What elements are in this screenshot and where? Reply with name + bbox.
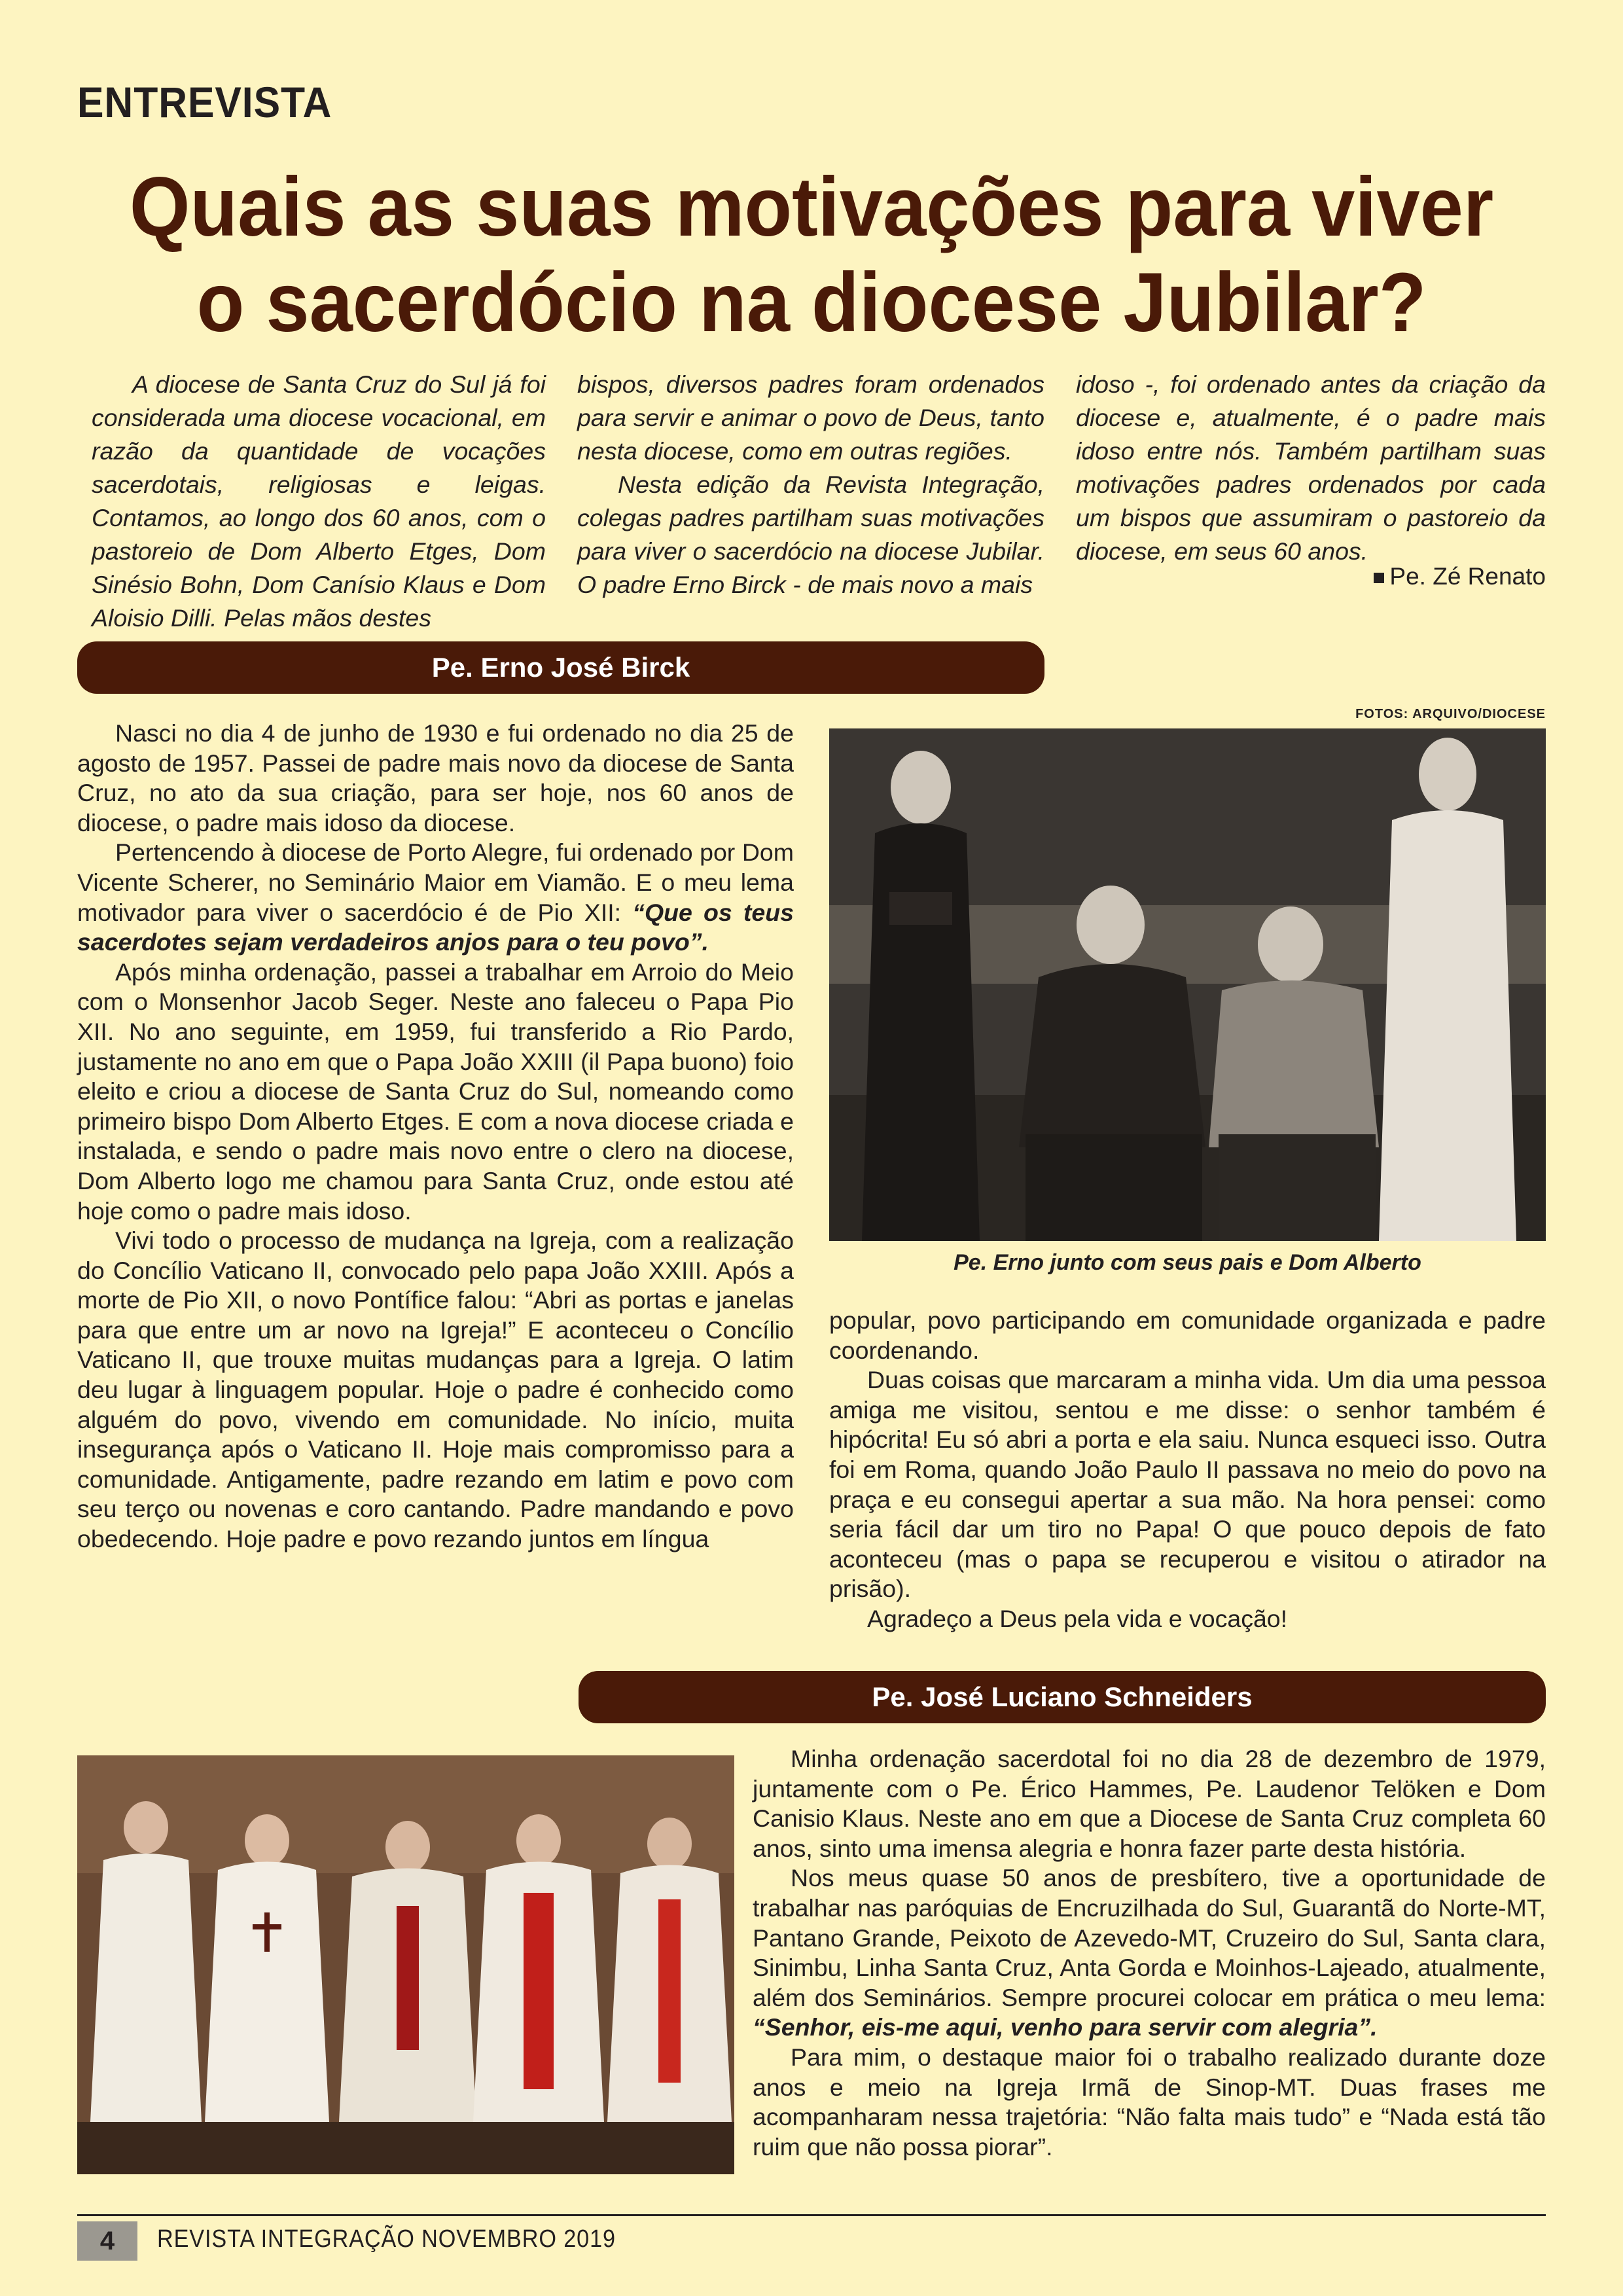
body-paragraph [753, 1863, 1546, 2043]
title-line-2: o sacerdócio na diocese Jubilar? [196, 256, 1427, 350]
intro-paragraph: idoso -, foi ordenado antes da criação da diocese e, atualmente, é o padre mais idoso entre nós. Também partilham suas motivações padres ordenados por cada um bispos que assumiram o pastoreio da diocese, em seus 60 anos. [1076, 370, 1546, 565]
byline-author: Pe. Zé Renato [1389, 563, 1546, 590]
body-paragraph: Nasci no dia 4 de junho de 1930 e fui ordenado no dia 25 de agosto de 1957. Passei de padre mais novo da diocese de Santa Cruz, no ato da sua criação, para ser hoje, nos 60 anos de diocese, o padre mais idoso da diocese. [77, 719, 794, 836]
section1-left-column [77, 719, 794, 1554]
body-text: Nos meus quase 50 anos de presbítero, tive a oportunidade de trabalhar nas paróquias de Encruzilhada do Sul, Guarantã do Norte-MT, Pantano Grande, Peixoto de Azevedo-MT, Cruzeiro do Sul, Santa clara, Sinimbu, Linha Santa Cruz, Anta Gorda e Moinhos-Lajeado, atualmente, além dos Seminários. Sempre procurei colocar em prática o meu lema: [753, 1864, 1546, 2011]
section-bar-title: Pe. José Luciano Schneiders [872, 1681, 1253, 1712]
motto-quote: “Senhor, eis-me aqui, venho para servir com alegria”. [753, 2013, 1378, 2041]
motto-quote: “Que os teus sacerdotes sejam verdadeiros anjos para o teu povo”. [77, 898, 794, 956]
footer-divider [77, 2214, 1546, 2216]
publication-name: REVISTA INTEGRAÇÃO NOVEMBRO 2019 [157, 2225, 616, 2253]
body-paragraph: Vivi todo o processo de mudança na Igreja, com a realização do Concílio Vaticano II, convocado pelo papa João XXIII. Após a morte de Pio XII, o novo Pontífice falou: “Abri as portas e janelas para que entre um ar novo na Igreja!” E aconteceu o Concílio Vaticano II, que trouxe muitas mudanças para a Igreja. O latim deu lugar à linguagem popular. Hoje o padre é conhecido como alguém do povo, vivendo em comunidade. No início, muita insegurança após o Vaticano II. Hoje mais compromisso para a comunidade. Antigamente, padre rezando em latim e povo com seu terço ou novenas e coro cantando. Padre mandando e povo obedecendo. Hoje padre e povo rezando juntos em língua [77, 1227, 794, 1553]
intro-paragraph: bispos, diversos padres foram ordenados para servir e animar o povo de Deus, tanto nesta diocese, como em outras regiões. [577, 370, 1044, 465]
photo-ordination-illustration [77, 1755, 734, 2174]
photo-erno-family-illustration [829, 728, 1546, 1241]
section-bar-luciano [579, 1671, 1546, 1723]
intro-paragraph: A diocese de Santa Cruz do Sul já foi considerada uma diocese vocacional, em razão da quantidade de vocações sacerdotais, religiosas e leigas. Contamos, ao longo dos 60 anos, com o pastoreio de Dom Alberto Etges, Dom Sinésio Bohn, Dom Canísio Klaus e Dom Aloisio Dilli. Pelas mãos destes [92, 370, 546, 632]
page-title [129, 160, 1495, 351]
body-paragraph [77, 838, 794, 957]
body-paragraph: Para mim, o destaque maior foi o trabalho realizado durante doze anos e meio na Igreja Irmã de Sinop-MT. Duas frases me acompanharam nessa trajetória: “Não falta mais tudo” e “Nada está tão ruim que não possa piorar”. [753, 2043, 1546, 2161]
square-bullet-icon [1374, 573, 1384, 583]
body-paragraph: Duas coisas que marcaram a minha vida. Um dia uma pessoa amiga me visitou, sentou e me disse: o senhor também é hipócrita! Eu só abri a porta e ela saiu. Nunca esqueci isso. Outra foi em Roma, quando João Paulo II passava no meio do povo na praça e eu consegui apertar a sua mão. Na hora pensei: como seria fácil dar um tiro no Papa! O que pouco depois de fato aconteceu (mas o papa se recuperou e visitou o atirador na prisão). [829, 1366, 1546, 1603]
body-paragraph: Após minha ordenação, passei a trabalhar em Arroio do Meio com o Monsenhor Jacob Seger. Neste ano faleceu o Papa Pio XII. No ano seguinte, em 1959, fui transferido a Rio Pardo, justamente no ano em que o Papa João XXIII (il Papa buono) foio eleito e criou a diocese de Santa Cruz do Sul, nomeando como primeiro bispo Dom Alberto Etges. E com a nova diocese criada e instalada, e sendo o padre mais novo entre o clero na diocese, Dom Alberto logo me chamou para Santa Cruz, onde estou até hoje como o padre mais idoso. [77, 958, 794, 1225]
section2-column [753, 1744, 1546, 2162]
body-paragraph: Minha ordenação sacerdotal foi no dia 28 de dezembro de 1979, juntamente com o Pe. Érico Hammes, Pe. Laudenor Telöken e Dom Canisio Klaus. Neste ano em que a Diocese de Santa Cruz completa 60 anos, sinto uma imensa alegria e honra fazer parte desta história. [753, 1745, 1546, 1862]
body-paragraph: popular, povo participando em comunidade organizada e padre coordenando. [829, 1306, 1546, 1364]
section-label: ENTREVISTA [77, 78, 332, 126]
photo-erno-family [829, 728, 1546, 1241]
photo-credit: FOTOS: ARQUIVO/DIOCESE [1355, 707, 1546, 721]
page-number: 4 [77, 2221, 137, 2261]
intro-paragraph: Nesta edição da Revista Integração, colegas padres partilham suas motivações para viver o sacerdócio na diocese Jubilar. O padre Erno Birck - de mais novo a mais [577, 471, 1044, 598]
body-text: Pertencendo à diocese de Porto Alegre, fui ordenado por Dom Vicente Scherer, no Seminário Maior em Viamão. E o meu lema motivador para viver o sacerdócio é de Pio XII: [77, 838, 794, 926]
body-paragraph: Agradeço a Deus pela vida e vocação! [867, 1604, 1288, 1632]
intro-column-2 [577, 368, 1044, 601]
byline [1374, 563, 1546, 590]
photo-caption: Pe. Erno junto com seus pais e Dom Alberto [954, 1250, 1421, 1275]
photo-ordination [77, 1755, 734, 2174]
intro-column-1 [92, 368, 546, 632]
title-line-1: Quais as suas motivações para viver [129, 160, 1494, 254]
section-bar-title: Pe. Erno José Birck [431, 652, 690, 683]
section1-right-column [829, 1306, 1546, 1634]
section-bar-erno [77, 641, 1044, 694]
